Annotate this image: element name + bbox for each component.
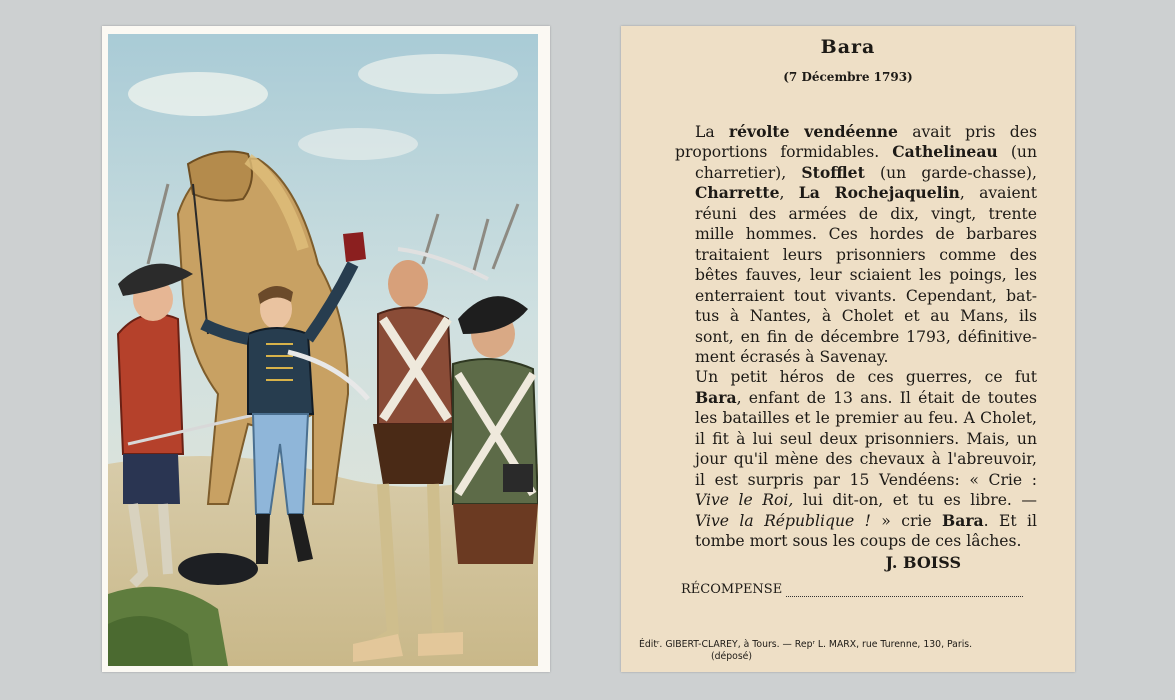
card-title: Bara xyxy=(820,36,876,58)
text-line: enterraient tout vivants. Cependant, bat- xyxy=(695,286,1037,305)
text-line: Bara, enfant de 13 ans. Il était de toutes xyxy=(695,387,1037,407)
text-line: mille hommes. Ces hordes de barbares xyxy=(695,225,1037,244)
text-line: bêtes fauves, leur sciaient les poings, les xyxy=(695,266,1037,285)
illustration-card xyxy=(102,26,550,672)
paragraph-2 xyxy=(675,367,1037,551)
recompense-dotted-line xyxy=(786,584,1023,597)
deposit-notice: (déposé) xyxy=(711,651,753,662)
text-line: tombe mort sous les coups de ces lâches. xyxy=(695,532,1022,551)
paragraph-1 xyxy=(675,122,1037,367)
author-signature: J. BOISS xyxy=(885,553,961,572)
card-body xyxy=(675,122,1037,552)
recompense-label: RÉCOMPENSE xyxy=(681,582,783,597)
text-line: tus à Nantes, à Cholet et au Mans, ils xyxy=(695,307,1037,326)
publisher-line: Éditʳ. GIBERT-CLAREY, à Tours. — Repʳ L. MARX, rue Turenne, 130, Paris. xyxy=(639,639,973,650)
text-line: sont, en fin de décembre 1793, définitive- xyxy=(695,327,1037,346)
text-line: Vive le Roi, lui dit-on, et tu es libre. — xyxy=(695,491,1037,510)
text-line: traitaient leurs prisonniers comme des xyxy=(695,245,1037,264)
text-line: il fit à lui seul deux prisonniers. Mais, un xyxy=(695,429,1037,448)
text-line: charretier), Stofflet (un garde-chasse), xyxy=(695,162,1037,182)
text-line: Vive la République ! » crie Bara. Et il xyxy=(695,510,1037,530)
publisher-imprint xyxy=(639,639,1059,663)
text-line: proportions formidables. Cathelineau (un xyxy=(675,142,1037,162)
card-date: (7 Décembre 1793) xyxy=(783,70,913,84)
text-line: Un petit héros de ces guerres, ce fut xyxy=(695,368,1037,387)
text-line: La révolte vendéenne avait pris des xyxy=(695,122,1037,141)
text-line: réuni des armées de dix, vingt, trente xyxy=(695,204,1037,223)
battle-illustration xyxy=(108,34,538,666)
text-line: les batailles et le premier au feu. A Cholet, xyxy=(695,409,1037,428)
text-line: jour qu'il mène des chevaux à l'abreuvoir, xyxy=(695,450,1037,469)
text-card xyxy=(621,26,1075,672)
text-line: il est surpris par 15 Vendéens: « Crie : xyxy=(695,470,1037,489)
text-line: ment écrasés à Savenay. xyxy=(695,347,889,366)
text-line: Charrette, La Rochejaquelin, avaient xyxy=(695,183,1037,203)
recompense-field xyxy=(681,582,1023,597)
